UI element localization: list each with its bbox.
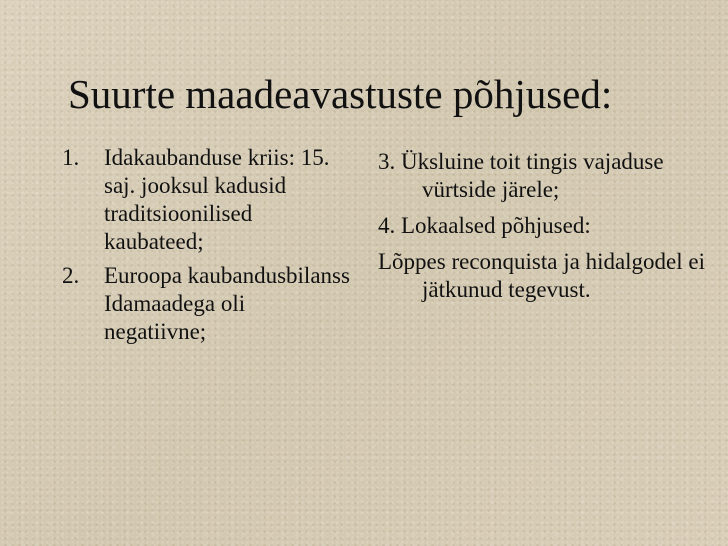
list-item-text: Euroopa kaubandusbilanss Idamaadega oli negatiivne; xyxy=(104,263,350,344)
list-item-number: 1. xyxy=(62,145,80,170)
list-item xyxy=(62,262,352,346)
paragraph: 3. Üksluine toit tingis vajaduse vürtside järele; xyxy=(378,149,664,202)
list-item xyxy=(62,144,352,256)
list-item-text: Idakaubanduse kriis: 15. saj. jooksul kadusid traditsioonilised kaubateed; xyxy=(104,145,330,254)
paragraph: 4. Lokaalsed põhjused: xyxy=(378,213,591,238)
left-column xyxy=(62,144,352,352)
list-item-number: 2. xyxy=(62,263,80,288)
right-column xyxy=(378,148,708,312)
slide-title: Suurte maadeavastuste põhjused: xyxy=(68,71,613,117)
paragraph: Lõppes reconquista ja hidalgodel ei jätkunud tegevust. xyxy=(378,249,706,302)
